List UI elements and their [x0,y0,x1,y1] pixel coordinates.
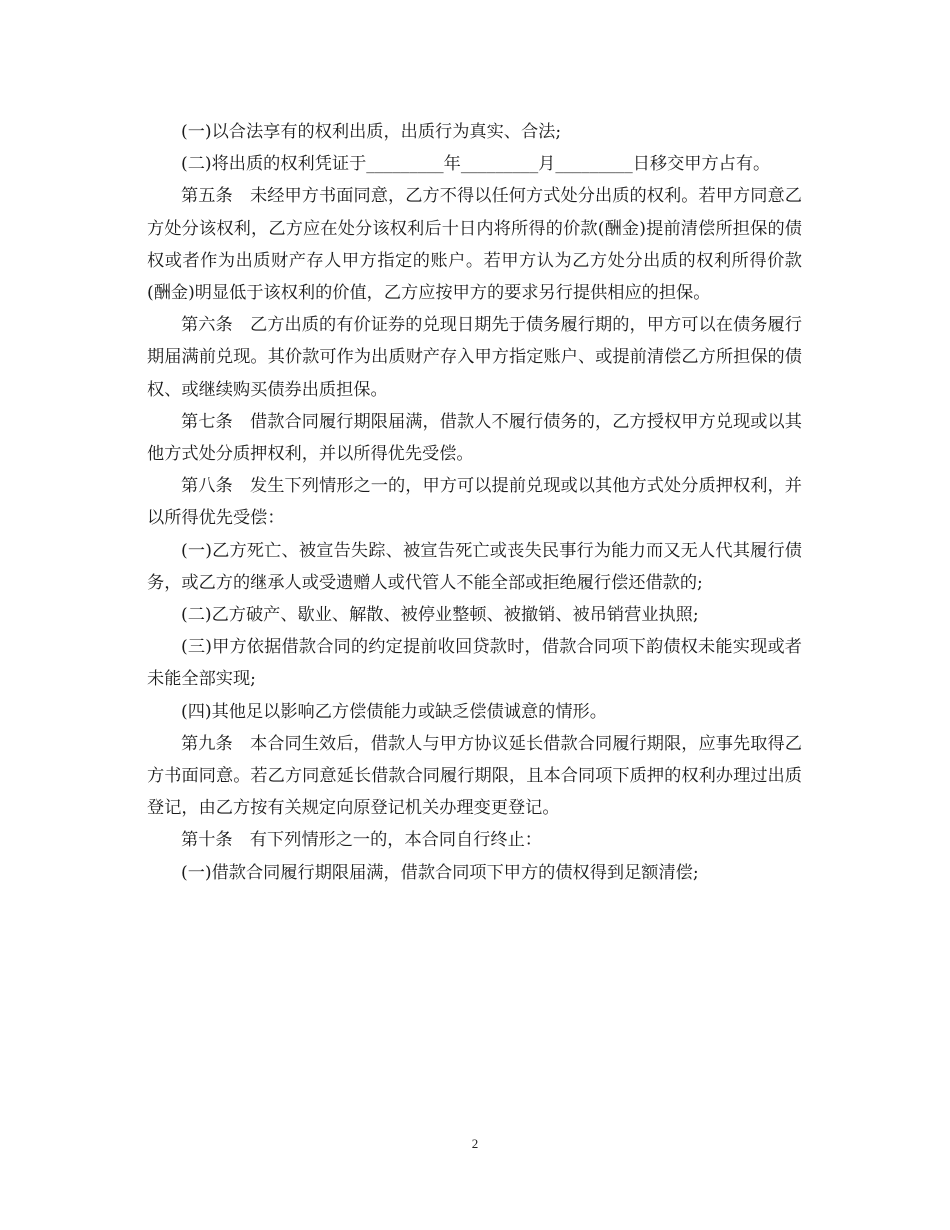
document-body [147,116,802,889]
clause-paragraph: (一)乙方死亡、被宣告失踪、被宣告死亡或丧失民事行为能力而又无人代其履行债务，或乙方的继承人或受遗赠人或代管人不能全部或拒绝履行偿还借款的; [147,540,802,593]
clause-paragraph: (二)将出质的权利凭证于_________年_________月_________日移交甲方占有。 [181,154,771,175]
clause-paragraph: 第七条 借款合同履行期限届满，借款人不履行债务的，乙方授权甲方兑现或以其他方式处分质押权利，并以所得优先受偿。 [147,411,802,465]
clause-paragraph: (一)借款合同履行期限届满，借款合同项下甲方的债权得到足额清偿; [181,862,699,883]
clause-paragraph: 第十条 有下列情形之一的，本合同自行终止： [181,830,542,851]
clause-paragraph: (二)乙方破产、歇业、解散、被停业整顿、被撤销、被吊销营业执照; [181,605,699,626]
clause-paragraph: 第九条 本合同生效后，借款人与甲方协议延长借款合同履行期限，应事先取得乙方书面同意。若乙方同意延长借款合同履行期限，且本合同项下质押的权利办理过出质登记，由乙方按有关规定向原登记机关办理变更登记。 [147,733,802,819]
clause-paragraph: 第八条 发生下列情形之一的，甲方可以提前兑现或以其他方式处分质押权利，并以所得优先受偿： [147,476,802,529]
clause-paragraph: 第五条 未经甲方书面同意，乙方不得以任何方式处分出质的权利。若甲方同意乙方处分该权利，乙方应在处分该权利后十日内将所得的价款(酬金)提前清偿所担保的债权或者作为出质财产存人甲方指定的账户。若甲方认为乙方处分出质的权利所得价款(酬金)明显低于该权利的价值，乙方应按甲方的要求另行提供相应的担保。 [147,186,802,304]
clause-paragraph: (三)甲方依据借款合同的约定提前收回贷款时，借款合同项下韵债权未能实现或者未能全部实现; [147,637,802,690]
clause-paragraph: 第六条 乙方出质的有价证券的兑现日期先于债务履行期的，甲方可以在债务履行期届满前兑现。其价款可作为出质财产存入甲方指定账户、或提前清偿乙方所担保的债权、或继续购买债券出质担保。 [147,315,802,400]
clause-paragraph: (一)以合法享有的权利出质，出质行为真实、合法; [181,122,562,142]
page-number: 2 [471,1136,479,1151]
clause-paragraph: (四)其他足以影响乙方偿债能力或缺乏偿债诚意的情形。 [181,701,607,722]
